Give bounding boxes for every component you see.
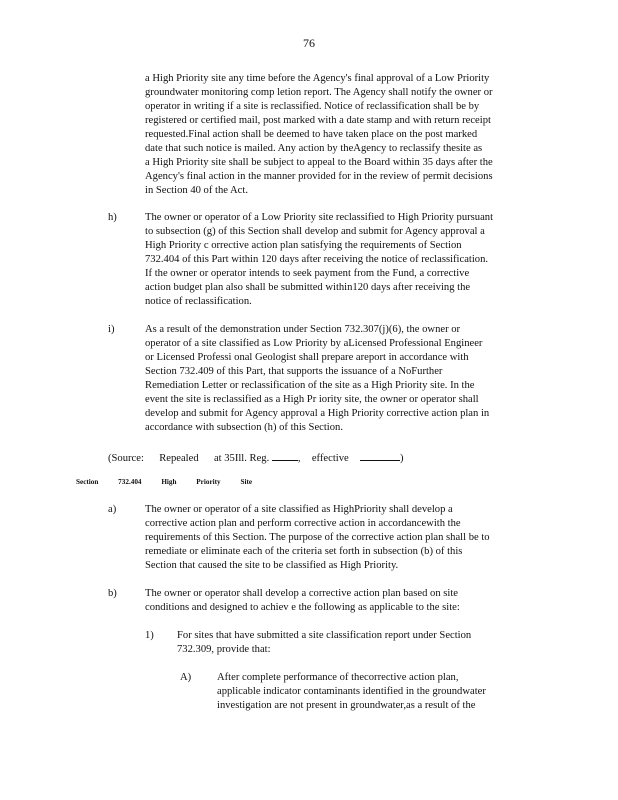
- paragraph-label-a: a): [108, 504, 117, 515]
- text-line: a High Priority site any time before the Agency's final approval of a Low Priority: [145, 73, 490, 84]
- section-number: 732.404: [118, 478, 142, 486]
- paragraph-b: [145, 587, 540, 615]
- text-line: date that such notice is mailed. Any action by theAgency to reclassify thesite as: [145, 143, 483, 154]
- text-line: The owner or operator shall develop a corrective action plan based on site: [145, 588, 458, 599]
- text-line: investigation are not present in groundwater,as a result of the: [217, 700, 476, 711]
- text-line: action budget plan also shall be submitted within120 days after receiving the: [145, 282, 471, 293]
- text-line: corrective action plan and perform corrective action in accordancewith the: [145, 518, 461, 529]
- text-line: 732.404 of this Part within 120 days after receiving the notice of reclassification.: [145, 254, 489, 265]
- text-line: As a result of the demonstration under Section 732.307(j)(6), the owner or: [145, 324, 461, 335]
- text-line: or Licensed Professi onal Geologist shall prepare areport in accordance with: [145, 352, 469, 363]
- section-title-site: Site: [240, 478, 253, 486]
- text-line: requirements of this Section. The purpose of the corrective action plan shall be to: [145, 532, 490, 543]
- text-line: groundwater monitoring comp letion report. The Agency shall notify the owner or: [145, 87, 493, 98]
- source-open: (Source:: [108, 453, 144, 464]
- text-line: High Priority c orrective action plan satisfying the requirements of Section: [145, 240, 462, 251]
- paragraph-label-b1: 1): [145, 630, 154, 641]
- text-line: The owner or operator of a site classified as HighPriority shall develop a: [145, 504, 453, 515]
- text-line: develop and submit for Agency approval a High Priority corrective action plan in: [145, 408, 490, 419]
- text-line: Section that caused the site to be classified as High Priority.: [145, 560, 399, 571]
- text-line: conditions and designed to achiev e the following as applicable to the site:: [145, 602, 460, 613]
- text-line: operator of a site classified as Low Priority by aLicensed Professional Engineer: [145, 338, 483, 349]
- paragraph-h: [145, 211, 540, 309]
- source-repealed: Repealed: [159, 453, 199, 464]
- text-line: remediate or eliminate each of the criteria set forth in subsection (b) of this: [145, 546, 463, 557]
- text-line: notice of reclassification.: [145, 296, 252, 307]
- text-line: 732.309, provide that:: [177, 644, 271, 655]
- register-blank: [272, 449, 298, 461]
- paragraph-b1: [177, 629, 507, 657]
- text-line: If the owner or operator intends to seek payment from the Fund, a corrective: [145, 268, 470, 279]
- source-effective: effective: [311, 453, 349, 464]
- section-heading: [76, 478, 270, 486]
- source-register: at 35Ill. Reg.: [213, 453, 270, 464]
- text-line: registered or certified mail, post marked with a date stamp and with return receipt: [145, 115, 491, 126]
- section-word: Section: [76, 478, 99, 486]
- effective-blank: [360, 449, 400, 461]
- page-number: 76: [303, 36, 315, 50]
- text-line: Section 732.409 of this Part, that supports the issuance of a NoFurther: [145, 366, 443, 377]
- section-title-high: High: [161, 478, 177, 486]
- text-line: Agency's final action in the manner provided for in the review of permit decisions: [145, 171, 493, 182]
- intro-paragraph: [145, 72, 540, 198]
- paragraph-label-h: h): [108, 212, 117, 223]
- text-line: For sites that have submitted a site classification report under Section: [177, 630, 472, 641]
- paragraph-label-bA: A): [180, 672, 192, 683]
- section-title-priority: Priority: [196, 478, 221, 486]
- text-line: requested.Final action shall be deemed to have taken place on the post marked: [145, 129, 478, 140]
- text-line: applicable indicator contaminants identified in the groundwater: [217, 686, 486, 697]
- paragraph-i: [145, 323, 540, 435]
- text-line: accordance with subsection (h) of this Section.: [145, 422, 343, 433]
- paragraph-label-i: i): [108, 324, 115, 335]
- source-close: ): [400, 453, 404, 464]
- paragraph-a: [145, 503, 540, 573]
- source-note: (Source: Repealed at 35Ill. Reg. , effective ): [108, 449, 528, 466]
- paragraph-label-b: b): [108, 588, 117, 599]
- text-line: The owner or operator of a Low Priority site reclassified to High Priority pursuant: [145, 212, 494, 223]
- text-line: to subsection (g) of this Section shall develop and submit for Agency approval a: [145, 226, 485, 237]
- text-line: in Section 40 of the Act.: [145, 185, 248, 196]
- paragraph-bA: [217, 671, 512, 713]
- text-line: a High Priority site shall be subject to appeal to the Board within 35 days after the: [145, 157, 493, 168]
- text-line: operator in writing if a site is reclassified. Notice of reclassification shall be by: [145, 101, 480, 112]
- text-line: Remediation Letter or reclassification of the site as a High Priority site. In the: [145, 380, 475, 391]
- text-line: event the site is reclassified as a High Pr iority site, the owner or operator shall: [145, 394, 479, 405]
- text-line: After complete performance of thecorrective action plan,: [217, 672, 459, 683]
